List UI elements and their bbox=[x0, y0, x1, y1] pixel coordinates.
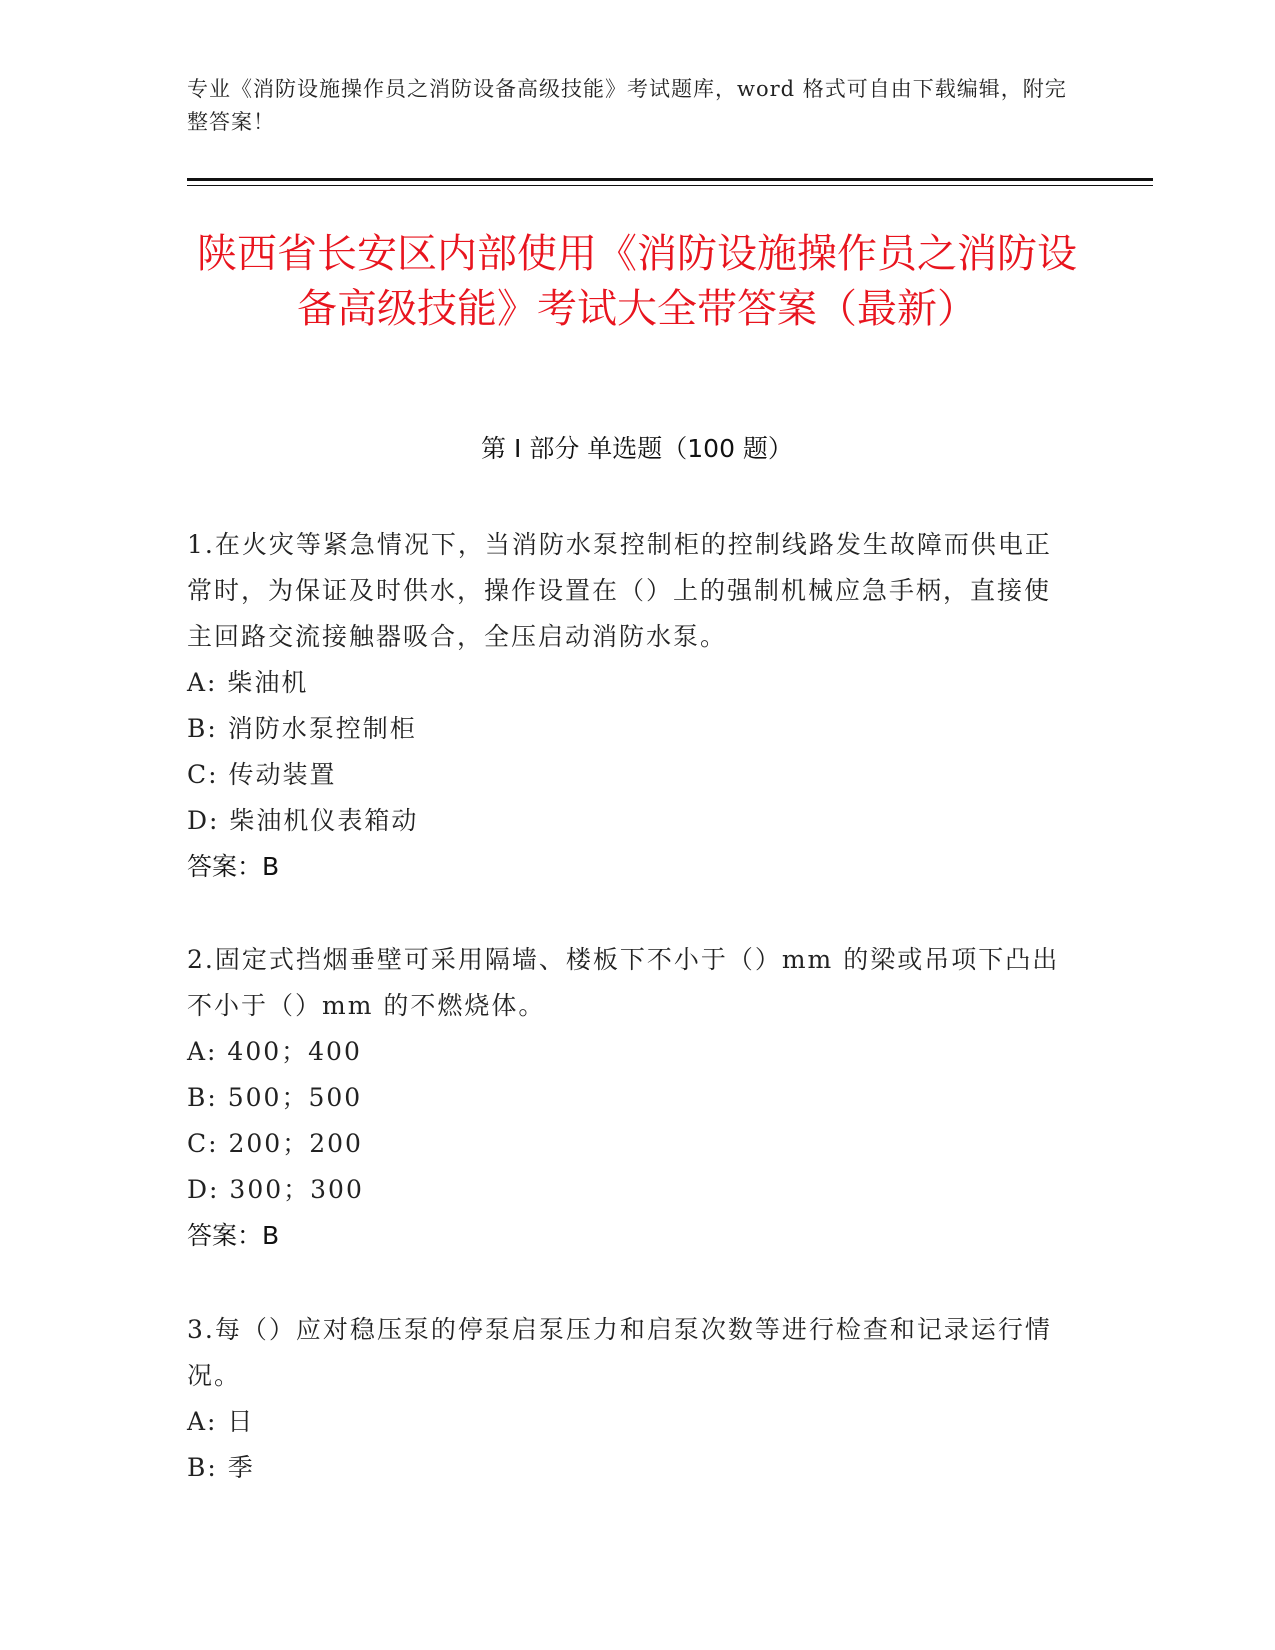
option-c: C: 传动装置 bbox=[187, 760, 337, 789]
header-divider-thick bbox=[187, 178, 1153, 181]
option-b: B: 季 bbox=[187, 1453, 255, 1482]
option-a: A: 日 bbox=[187, 1407, 255, 1436]
question-stem: 1.在火灾等紧急情况下，当消防水泵控制柜的控制线路发生故障而供电正常时，为保证及时供水，操作设置在（）上的强制机械应急手柄，直接使主回路交流接触器吸合，全压启动消防水泵。 bbox=[187, 530, 1052, 651]
header-divider-thin bbox=[187, 185, 1153, 186]
document-title: 陕西省长安区内部使用《消防设施操作员之消防设备高级技能》考试大全带答案（最新） bbox=[197, 231, 1077, 332]
question-3 bbox=[187, 1307, 1067, 1491]
question-1 bbox=[187, 522, 1067, 890]
question-2 bbox=[187, 937, 1067, 1259]
option-b: B: 500；500 bbox=[187, 1083, 363, 1112]
header-note: 专业《消防设施操作员之消防设备高级技能》考试题库，word 格式可自由下载编辑，附完整答案！ bbox=[187, 77, 1067, 134]
section-title: 第 I 部分 单选题（100 题） bbox=[481, 434, 793, 463]
answer-line: 答案：B bbox=[187, 1221, 280, 1250]
question-stem: 2.固定式挡烟垂壁可采用隔墙、楼板下不小于（）mm 的梁或吊项下凸出不小于（）mm 的不燃烧体。 bbox=[187, 945, 1060, 1020]
option-a: A: 柴油机 bbox=[187, 668, 309, 697]
question-stem: 3.每（）应对稳压泵的停泵启泵压力和启泵次数等进行检查和记录运行情况。 bbox=[187, 1315, 1052, 1390]
option-d: D: 300；300 bbox=[187, 1175, 364, 1204]
option-a: A: 400；400 bbox=[187, 1037, 362, 1066]
answer-line: 答案：B bbox=[187, 852, 280, 881]
option-b: B: 消防水泵控制柜 bbox=[187, 714, 417, 743]
option-c: C: 200；200 bbox=[187, 1129, 363, 1158]
option-d: D: 柴油机仪表箱动 bbox=[187, 806, 419, 835]
